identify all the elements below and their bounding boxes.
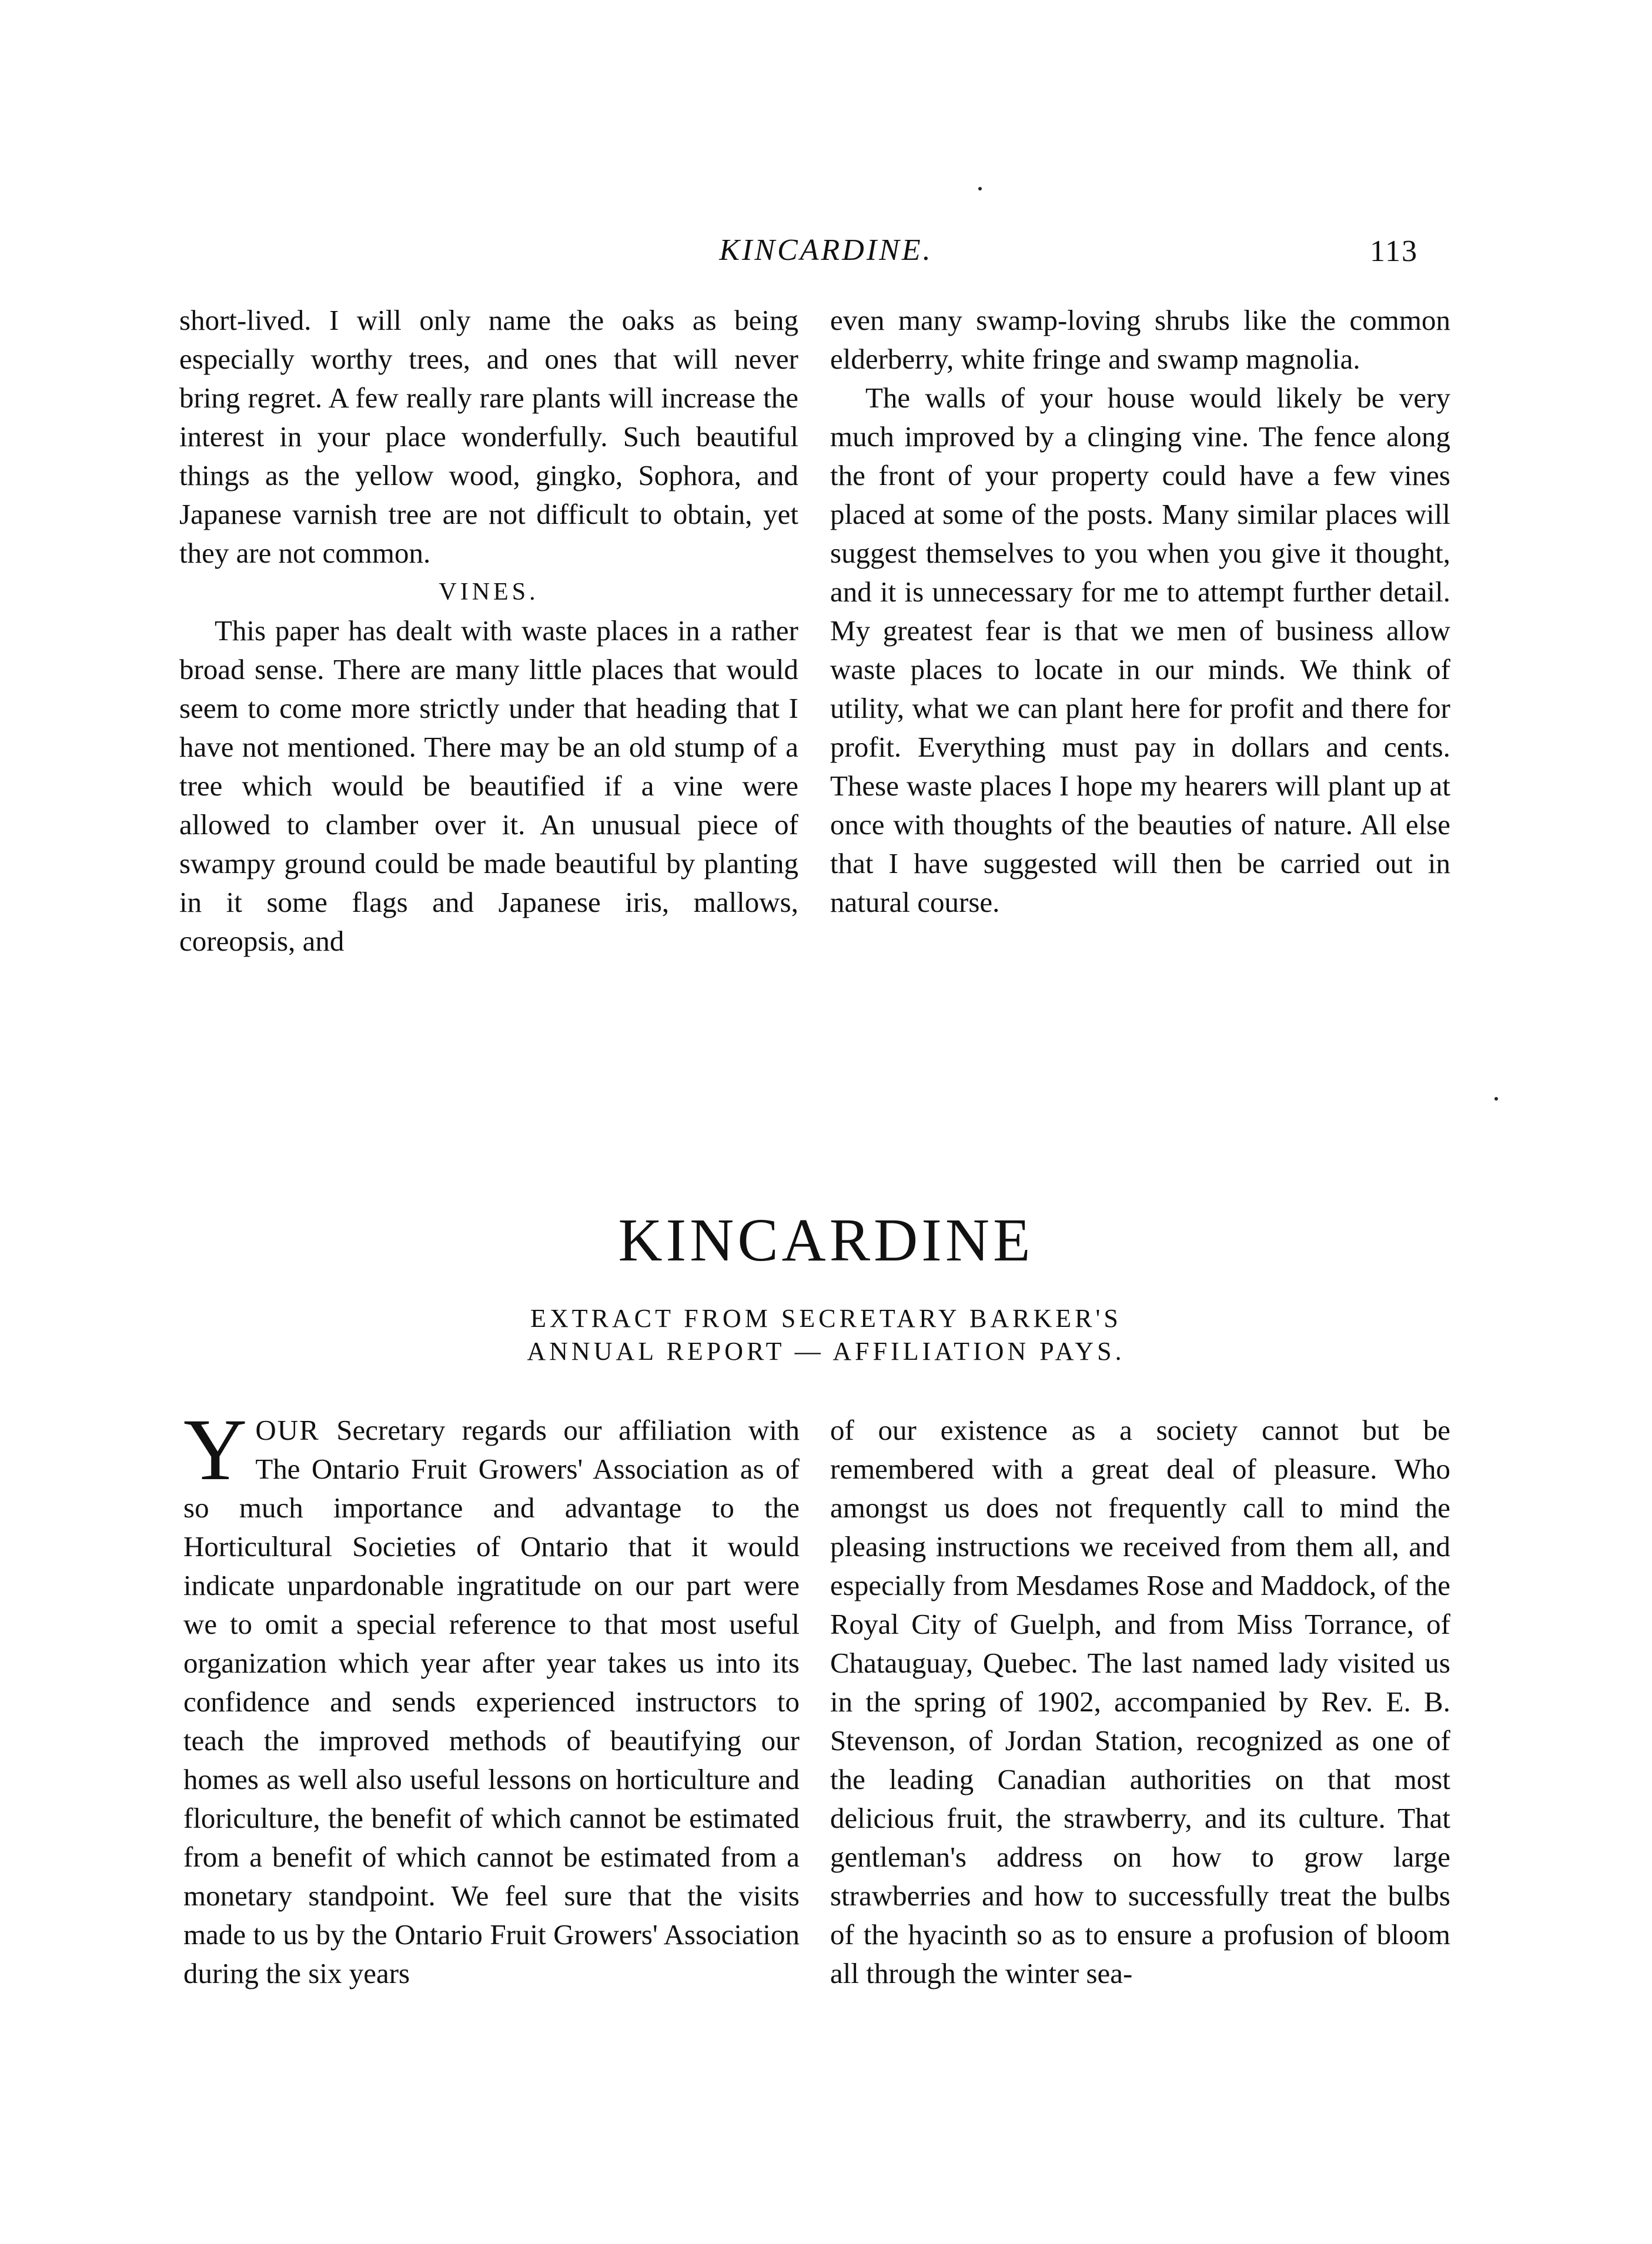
print-speck (978, 187, 982, 190)
subheading-line: EXTRACT FROM SECRETARY BARKER'S (530, 1304, 1122, 1333)
print-speck (1494, 1097, 1498, 1101)
article-subheading (0, 1302, 1652, 1368)
previous-article-right-column (830, 301, 1450, 922)
running-header-title: KINCARDINE. (719, 233, 933, 267)
paragraph: This paper has dealt with waste places in a rather broad sense. There are many little places that would seem to come more strictly under that heading that I have not mentioned. There may be an old stump of a tree which would be beautified if a vine were allowed to clamber over it. An unusual piece of swampy ground could be made beautiful by planting in it some flags and Japanese iris, mallows, coreopsis, and (179, 614, 798, 957)
paragraph: short-lived. I will only name the oaks as being especially worthy trees, and ones that will never bring regret. A few really rare plants will increase the interest in your place wonderfully. Such beautiful things as the yellow wood, gingko, Sophora, and Japanese varnish tree are not difficult to obtain, yet they are not common. (179, 304, 798, 569)
page-number: 113 (1370, 235, 1419, 268)
paragraph-text: Secretary regards our affiliation with The Ontario Fruit Growers' Association as of so much importance and advantage to the Horticultural Societies of Ontario that it would indicate unpardonable ingratitude on our part were we to omit a special reference to that most useful organization which year after year takes us into its confidence and sends experienced instructors to teach the improved methods of beautifying our homes as well also useful lessons on horticulture and floriculture, the benefit of which cannot be estimated from a benefit of which cannot be estimated from a monetary standpoint. We feel sure that the visits made to us by the Ontario Fruit Growers' Association during the six years (183, 1414, 800, 1989)
article-right-column (830, 1411, 1450, 1993)
subheading-line: ANNUAL REPORT — AFFILIATION PAYS. (527, 1337, 1125, 1366)
drop-cap: Y (183, 1401, 248, 1499)
article-title: KINCARDINE (618, 1206, 1034, 1274)
opening-paragraph (183, 1401, 800, 1993)
previous-article-left-column (179, 301, 798, 961)
paragraph: of our existence as a society cannot but be remembered with a great deal of pleasure. Who amongst us does not frequently call to mind the pleasing instructions we received from them all, and especially from Mesdames Rose and Maddock, of the Royal City of Guelph, and from Miss Torrance, of Chatauguay, Quebec. The last named lady visited us in the spring of 1902, accompanied by Rev. E. B. Stevenson, of Jordan Station, recognized as one of the leading Canadian authorities on that most delicious fruit, the strawberry, and its culture. That gentleman's address on how to grow large strawberries and how to successfully treat the bulbs of the hyacinth so as to ensure a profusion of bloom all through the winter sea- (830, 1414, 1450, 1989)
lead-in-caps: OUR (255, 1414, 320, 1446)
section-heading: VINES. (439, 578, 539, 606)
paragraph: even many swamp-loving shrubs like the common elderberry, white fringe and swamp magnolia. (830, 304, 1450, 375)
article-left-column (183, 1401, 800, 1993)
paragraph: The walls of your house would likely be very much improved by a clinging vine. The fence along the front of your property could have a few vines placed at some of the posts. Many similar places will suggest themselves to you when you give it thought, and it is unnecessary for me to attempt further detail. My greatest fear is that we men of business allow waste places to locate in our minds. We think of utility, what we can plant here for profit and there for profit. Everything must pay in dollars and cents. These waste places I hope my hearers will plant up at once with thoughts of the beauties of nature. All else that I have suggested will then be carried out in natural course. (830, 382, 1450, 918)
